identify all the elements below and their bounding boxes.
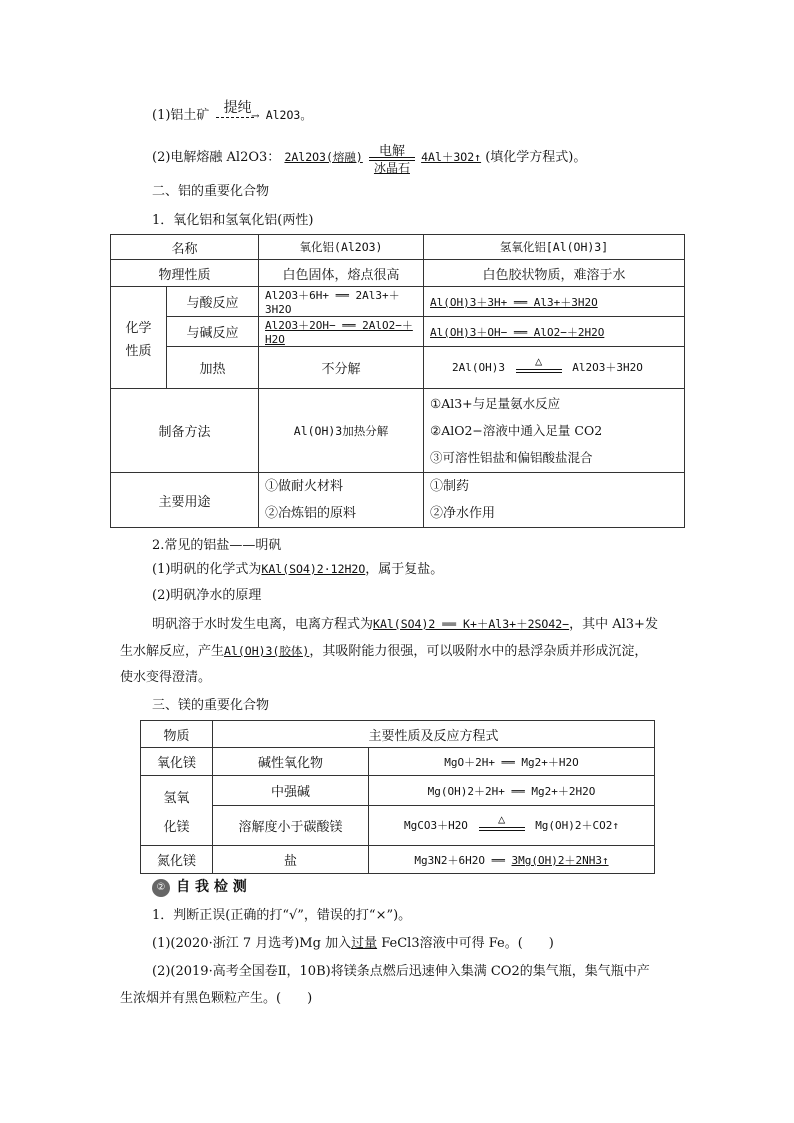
line-bauxite: [152, 99, 312, 125]
alumina-product: Al2O3。: [265, 108, 312, 122]
mgoh-label-2: 化镁: [163, 819, 190, 835]
question-1-1: [152, 932, 554, 951]
mgn-eq-product: 3Mg(OH)2＋2NH3↑: [511, 853, 609, 867]
magnesium-table: [140, 720, 655, 874]
mg-header-substance: 物质: [141, 721, 213, 748]
heat-right: Al2O3＋3H2O: [572, 360, 643, 374]
acid-alumina: Al2O3＋6H+ ══ 2Al3+＋3H2O: [259, 287, 424, 317]
electrolysis-suffix: (填化学方程式)。: [485, 150, 587, 165]
self-test-title: 自 我 检 测: [176, 879, 247, 895]
mgn-eq-left: Mg3N2＋6H2O ══: [414, 853, 512, 867]
alum-formula-line: [152, 558, 443, 577]
mgo-equation: MgO＋2H+ ══ Mg2+＋H2O: [369, 748, 655, 776]
question-1-2-line1: (2)(2019·高考全国卷Ⅱ，10B)将镁条点燃后迅速伸入集满 CO2的集气瓶，集气瓶中产: [152, 964, 650, 979]
q1-1-a: (1)(2020·浙江 7 月选考)Mg 加入: [152, 936, 352, 951]
mgoh-label: [141, 776, 213, 846]
section2-heading: 二、铝的重要化合物: [152, 184, 270, 199]
alum-formula: KAl(SO4)2·12H2O: [261, 562, 366, 576]
mgoh-label-1: 氢氧: [163, 790, 190, 806]
alum-principle-heading: (2)明矾净水的原理: [152, 588, 262, 603]
bauxite-label: (1)铝土矿: [152, 108, 210, 123]
physical-al-hydroxide: 白色胶状物质，难溶于水: [424, 260, 685, 287]
use-label: 主要用途: [111, 473, 259, 528]
section3-heading: 三、镁的重要化合物: [152, 698, 270, 713]
mg-header-properties: 主要性质及反应方程式: [213, 721, 655, 748]
alum-ionization-equation: KAl(SO4)2 ══ K+＋Al3+＋2SO42−: [373, 617, 570, 631]
alum-paragraph-line1: [152, 613, 658, 632]
prep-alumina: Al(OH)3加热分解: [259, 389, 424, 473]
electrolysis-condition: [369, 143, 415, 175]
line-electrolysis: [152, 143, 587, 175]
q1-1-b: FeCl3溶液中可得 Fe。( ): [377, 936, 554, 951]
acid-label: 与酸反应: [167, 287, 259, 317]
use-alumina: [259, 473, 424, 528]
chemical-label-1: 化学: [125, 320, 152, 336]
acid-al-hydroxide: Al(OH)3＋3H+ ══ Al3+＋3H2O: [424, 287, 685, 317]
base-alumina: Al2O3＋2OH− ══ 2AlO2−＋H2O: [259, 317, 424, 347]
heat-al-hydroxide: [424, 347, 685, 389]
alum-paragraph-line2: [120, 640, 647, 659]
base-label: 与碱反应: [167, 317, 259, 347]
cond-bottom: 冰晶石: [373, 160, 410, 175]
alum-colloid: Al(OH)3(胶体): [224, 644, 310, 658]
cond-top: 电解: [378, 143, 405, 159]
prep-method-3: ③可溶性铝盐和偏铝酸盐混合: [430, 450, 593, 465]
alum-p2-b: ，其吸附能力很强，可以吸附水中的悬浮杂质并形成沉淀，: [309, 644, 648, 659]
self-test-heading: [152, 876, 247, 897]
alum-p2-a: 生水解反应，产生: [120, 644, 225, 659]
mgoh-eq2-left: MgCO3＋H2O: [403, 818, 468, 832]
heat-label: 加热: [167, 347, 259, 389]
question-1: 1．判断正误(正确的打“√”，错误的打“×”)。: [152, 908, 412, 923]
mgoh-equation-1: Mg(OH)2＋2H+ ══ Mg2+＋2H2O: [369, 776, 655, 806]
prep-method-2: ②AlO2−溶液中通入足量 CO2: [430, 423, 603, 438]
use-alumina-1: ①做耐火材料: [265, 479, 344, 494]
heat-condition: [516, 353, 562, 377]
mgn-property: 盐: [213, 846, 369, 874]
subsection1-heading: 1．氧化铝和氢氧化铝(两性): [152, 213, 314, 228]
prep-label: 制备方法: [111, 389, 259, 473]
use-al-hydroxide-1: ①制药: [430, 479, 470, 494]
question-1-2-line2: 生浓烟并有黑色颗粒产生。( ): [120, 991, 313, 1006]
mgoh-eq2-condition: [479, 811, 525, 835]
heat-alumina: 不分解: [259, 347, 424, 389]
prep-method-1: ①Al3+与足量氨水反应: [430, 396, 561, 411]
electrolysis-prefix: (2)电解熔融 Al2O3：: [152, 150, 281, 165]
chemical-label-2: 性质: [125, 343, 152, 359]
subsection2-heading: 2.常见的铝盐——明矾: [152, 538, 282, 553]
mgn-equation: [369, 846, 655, 874]
header-al-hydroxide: 氢氧化铝[Al(OH)3]: [424, 235, 685, 260]
prep-al-hydroxide: [424, 389, 685, 473]
heat-line-4: [479, 830, 525, 831]
mgoh-property-2: 溶解度小于碳酸镁: [213, 806, 369, 846]
header-name: 名称: [111, 235, 259, 260]
electrolysis-product: 4Al＋3O2↑: [421, 150, 482, 164]
heat-line-3: [479, 827, 525, 828]
alumina-table: [110, 234, 685, 528]
use-alumina-2: ②冶炼铝的原料: [265, 506, 357, 521]
heat-line-1: [516, 369, 562, 370]
purify-label: 提纯: [223, 99, 252, 116]
use-al-hydroxide-2: ②净水作用: [430, 506, 496, 521]
heat-triangle-icon-2: △: [497, 811, 506, 826]
chemical-label: [111, 287, 167, 389]
alum-paragraph-line3: 使水变得澄清。: [120, 670, 212, 685]
alum-formula-prefix: (1)明矾的化学式为: [152, 562, 262, 577]
alum-p1-b: ，其中 Al3+发: [569, 617, 658, 632]
alum-p1-a: 明矾溶于水时发生电离，电离方程式为: [152, 617, 374, 632]
physical-label: 物理性质: [111, 260, 259, 287]
alum-formula-suffix: ，属于复盐。: [365, 562, 444, 577]
heat-triangle-icon: △: [534, 353, 543, 368]
heat-left: 2Al(OH)3: [452, 360, 505, 374]
physical-alumina: 白色固体，熔点很高: [259, 260, 424, 287]
arrow-head-icon: →: [251, 110, 260, 122]
mgn-label: 氮化镁: [141, 846, 213, 874]
base-al-hydroxide: Al(OH)3＋OH− ══ AlO2−＋2H2O: [424, 317, 685, 347]
heat-line-2: [516, 372, 562, 373]
arrow-line: [216, 117, 254, 118]
mgoh-equation-2: [369, 806, 655, 846]
mgoh-eq2-right: Mg(OH)2＋CO2↑: [535, 818, 620, 832]
q1-1-excess: 过量: [351, 936, 378, 951]
purify-arrow: [216, 99, 260, 125]
self-test-badge-icon: ②: [152, 879, 170, 897]
mgoh-property-1: 中强碱: [213, 776, 369, 806]
use-al-hydroxide: [424, 473, 685, 528]
mgo-property: 碱性氧化物: [213, 748, 369, 776]
mgo-label: 氧化镁: [141, 748, 213, 776]
header-alumina: 氧化铝(Al2O3): [259, 235, 424, 260]
electrolysis-reactant: 2Al2O3(熔融): [284, 150, 363, 164]
